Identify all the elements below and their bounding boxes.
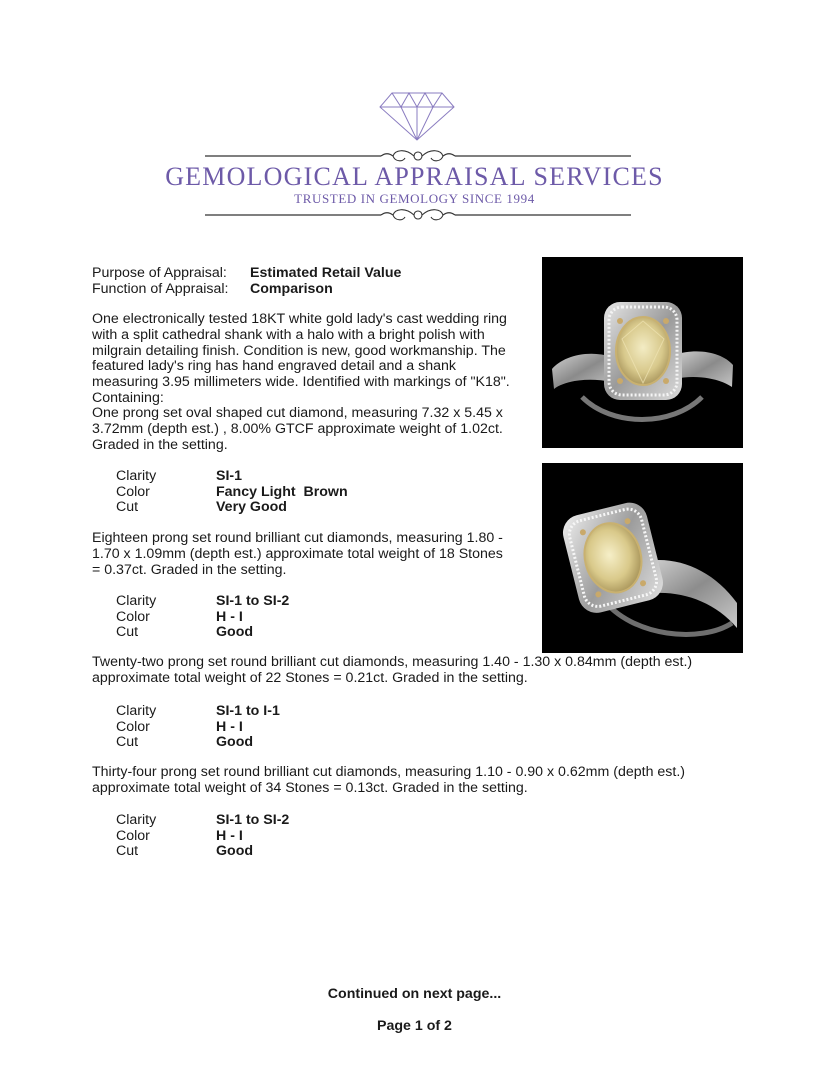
organization-name: GEMOLOGICAL APPRAISAL SERVICES xyxy=(165,162,664,191)
clarity-label: Clarity xyxy=(116,468,157,484)
color-value: H - I xyxy=(216,827,243,844)
purpose-label: Purpose of Appraisal: xyxy=(92,265,227,281)
cut-value: Very Good xyxy=(216,499,287,515)
function-value: Comparison xyxy=(250,281,333,297)
stone-grading xyxy=(116,469,348,516)
clarity-value: SI-1 to SI-2 xyxy=(216,812,290,828)
color-label: Color xyxy=(116,718,150,735)
item-description: One electronically tested 18KT white gold lady's cast wedding ring with a split cathedral shank with a halo with a bright polish with milgrain detailing finish. Condition is new, good workmanship. The featured lady's ring has hand engraved detail and a shank measuring 3.95 millimeters wide. Identified with markings of "K18". Containing: xyxy=(92,311,510,406)
page-number: Page 1 of 2 xyxy=(377,1018,452,1034)
stone-grading xyxy=(116,704,280,751)
color-label: Color xyxy=(116,483,150,500)
clarity-label: Clarity xyxy=(116,593,157,609)
stone-grading xyxy=(116,813,289,860)
cut-label: Cut xyxy=(116,624,139,640)
color-value: H - I xyxy=(216,718,243,735)
stone-description: Twenty-two prong set round brilliant cut diamonds, measuring 1.40 - 1.30 x 0.84mm (depth est.) approximate total weight of 22 Stones = 0.21ct. Graded in the setting. xyxy=(92,654,693,686)
organization-tagline: TRUSTED IN GEMOLOGY SINCE 1994 xyxy=(294,191,535,206)
ring-photo-front xyxy=(542,257,743,448)
color-label: Color xyxy=(116,827,150,844)
clarity-label: Clarity xyxy=(116,703,157,719)
color-label: Color xyxy=(116,608,150,625)
cut-value: Good xyxy=(216,843,254,859)
color-value: Fancy Light Brown xyxy=(216,483,348,500)
stone-description: Thirty-four prong set round brilliant cut diamonds, measuring 1.10 - 0.90 x 0.62mm (depth est.) approximate total weight of 34 Stones = 0.13ct. Graded in the setting. xyxy=(92,764,686,796)
ring-photo-angled xyxy=(542,463,743,653)
cut-label: Cut xyxy=(116,843,139,859)
stone-description: One prong set oval shaped cut diamond, measuring 7.32 x 5.45 x 3.72mm (depth est.) , 8.00% GTCF approximate weight of 1.02ct. Graded in the setting. xyxy=(92,405,503,453)
clarity-value: SI-1 xyxy=(216,468,243,484)
purpose-value: Estimated Retail Value xyxy=(250,265,402,281)
stone-grading xyxy=(116,594,289,641)
letterhead xyxy=(0,90,829,240)
cut-value: Good xyxy=(216,734,254,750)
function-label: Function of Appraisal: xyxy=(92,281,229,297)
color-value: H - I xyxy=(216,608,243,625)
cut-value: Good xyxy=(216,624,254,640)
ornamental-divider-icon xyxy=(205,206,631,224)
stone-description: Eighteen prong set round brilliant cut diamonds, measuring 1.80 - 1.70 x 1.09mm (depth est.) approximate total weight of 18 Stones = 0.37ct. Graded in the setting. xyxy=(92,530,503,578)
continued-notice: Continued on next page... xyxy=(327,986,502,1002)
cut-label: Cut xyxy=(116,734,139,750)
cut-label: Cut xyxy=(116,499,139,515)
purpose-of-appraisal xyxy=(92,265,401,281)
diamond-outline-icon xyxy=(378,90,456,142)
clarity-value: SI-1 to I-1 xyxy=(216,703,280,719)
clarity-value: SI-1 to SI-2 xyxy=(216,593,290,609)
function-of-appraisal xyxy=(92,281,333,297)
clarity-label: Clarity xyxy=(116,812,157,828)
